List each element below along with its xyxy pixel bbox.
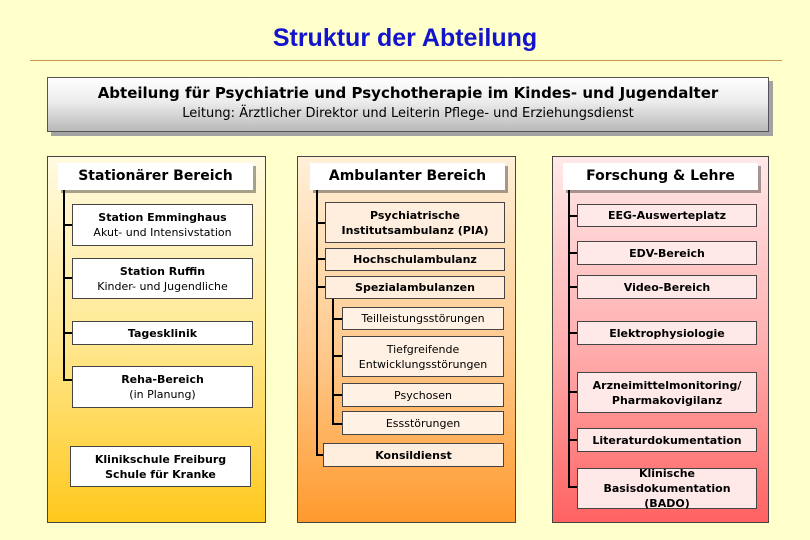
box-tiefgreifende-entwicklungsstoerungen <box>342 336 504 377</box>
box-desc: (in Planung) <box>129 388 196 401</box>
connector-line <box>568 190 570 487</box>
box-bado <box>577 468 757 509</box>
box-pia <box>325 202 505 243</box>
department-box <box>47 77 769 132</box>
department-leadership: Leitung: Ärztlicher Direktor und Leiterin Pflege- und Erziehungsdienst <box>182 106 634 121</box>
header-stationaer: Stationärer Bereich <box>58 163 253 190</box>
connector-line <box>63 277 72 279</box>
box-line: Psychiatrische <box>370 208 460 222</box>
box-title: Konsildienst <box>375 448 452 462</box>
box-konsildienst <box>323 443 504 467</box>
connector-line <box>316 258 325 260</box>
box-eeg-auswerteplatz <box>577 204 757 227</box>
box-hochschulambulanz <box>325 248 505 271</box>
box-elektrophysiologie <box>577 321 757 345</box>
box-line: Schule für Kranke <box>105 467 216 481</box>
box-line: Arzneimittelmonitoring/ <box>592 378 742 392</box>
connector-line <box>316 286 325 288</box>
box-reha-bereich <box>72 366 253 408</box>
box-line: Pharmakovigilanz <box>611 393 723 407</box>
box-title: Literaturdokumentation <box>592 433 742 447</box>
connector-line <box>63 379 72 381</box>
box-station-ruffin <box>72 258 253 299</box>
box-line: Tiefgreifende <box>386 342 460 356</box>
connector-line <box>568 286 577 288</box>
box-title: Spezialambulanzen <box>355 281 475 294</box>
box-desc: Akut- und Intensivstation <box>93 226 232 239</box>
connector-line <box>568 332 577 334</box>
box-title: Video-Bereich <box>623 280 711 294</box>
connector-line <box>332 394 342 396</box>
box-line: Klinische Basisdokumentation <box>603 467 731 495</box>
connector-line <box>568 439 577 441</box>
box-title: Station Ruffin <box>119 264 206 278</box>
box-edv-bereich <box>577 241 757 265</box>
box-spezialambulanzen <box>325 276 505 299</box>
box-line: Klinikschule Freiburg <box>94 452 227 466</box>
box-title: Elektrophysiologie <box>609 326 725 340</box>
box-line: (BADO) <box>644 497 690 510</box>
header-forschung: Forschung & Lehre <box>563 163 758 190</box>
box-title: Tagesklinik <box>127 326 198 340</box>
connector-line <box>332 318 342 320</box>
connector-line <box>568 391 577 393</box>
box-station-emminghaus <box>72 204 253 246</box>
connector-line <box>568 486 577 488</box>
connector-line <box>63 190 65 380</box>
box-title: Psychosen <box>394 388 452 402</box>
box-desc: Kinder- und Jugendliche <box>97 279 228 293</box>
box-tagesklinik <box>72 321 253 345</box>
box-title: EDV-Bereich <box>629 246 705 260</box>
box-psychosen <box>342 383 504 407</box>
connector-line <box>568 215 577 217</box>
connector-line <box>332 355 342 357</box>
box-title: Station Emminghaus <box>98 211 227 224</box>
connector-line <box>568 252 577 254</box>
page-title: Struktur der Abteilung <box>272 24 538 52</box>
header-ambulant: Ambulanter Bereich <box>310 163 505 190</box>
department-name: Abteilung für Psychiatrie und Psychotherapie im Kindes- und Jugendalter <box>97 84 719 102</box>
box-video-bereich <box>577 275 757 299</box>
connector-line <box>332 423 342 425</box>
connector-line <box>332 298 334 424</box>
box-arzneimittelmonitoring <box>577 372 757 413</box>
connector-line <box>63 224 72 226</box>
box-line: Entwicklungsstörungen <box>358 357 488 371</box>
connector-line <box>316 222 325 224</box>
box-title: EEG-Auswerteplatz <box>607 209 726 222</box>
connector-line <box>63 332 72 334</box>
connector-line <box>316 190 318 455</box>
box-title: Hochschulambulanz <box>353 253 477 266</box>
box-title: Essstörungen <box>385 416 461 430</box>
box-teilleistungsstoerungen <box>342 307 504 330</box>
box-klinikschule <box>70 446 251 487</box>
box-title: Teilleistungsstörungen <box>361 312 485 325</box>
title-divider <box>30 60 782 61</box>
box-title: Reha-Bereich <box>121 373 204 386</box>
box-line: Institutsambulanz (PIA) <box>341 223 489 237</box>
box-essstoerungen <box>342 411 504 435</box>
box-literaturdokumentation <box>577 428 757 452</box>
